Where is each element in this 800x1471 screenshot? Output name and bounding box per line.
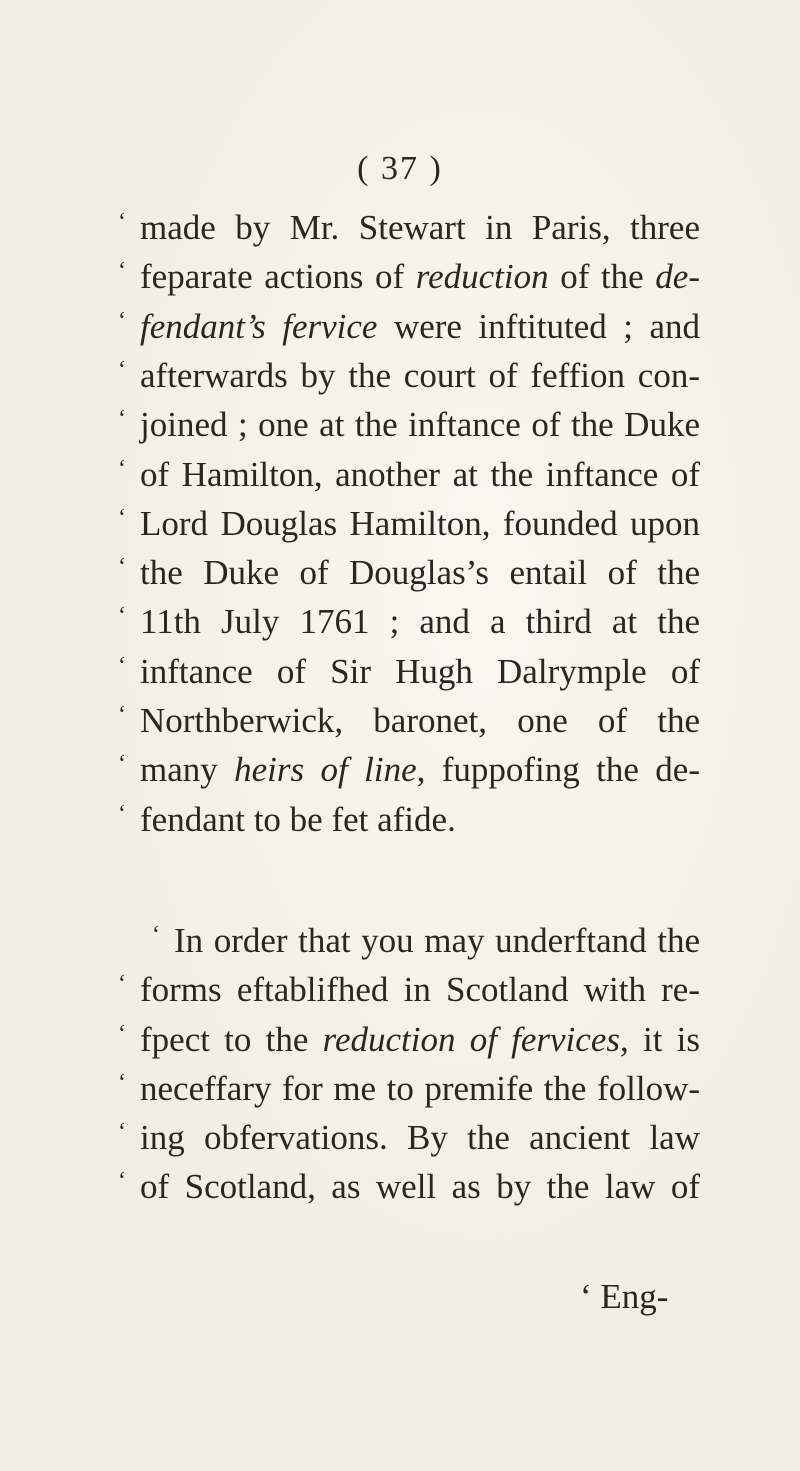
text-line — [118, 960, 700, 1014]
text-segment: forms eftablifhed in Scotland with re- — [140, 970, 700, 1010]
quote-mark: ‘ — [118, 800, 126, 827]
quote-mark: ‘ — [118, 307, 126, 334]
text-line — [118, 1010, 700, 1064]
italic-text: de- — [655, 257, 700, 297]
text-line — [118, 691, 700, 745]
text-segment: joined ; one at the inftance of the Duke — [140, 405, 700, 445]
quote-mark: ‘ — [118, 603, 126, 630]
quote-mark: ‘ — [118, 455, 126, 482]
quote-mark: ‘ — [118, 1020, 126, 1047]
text-segment: neceffary for me to premife the follow- — [140, 1068, 700, 1108]
text-segment: the Duke of Douglas’s entail of the — [140, 553, 700, 593]
text-segment: of Hamilton, another at the inftance of — [140, 454, 700, 494]
text-line — [118, 198, 700, 252]
quote-mark: ‘ — [118, 258, 126, 285]
text-segment: 11th July 1761 ; and a third at the — [140, 602, 700, 642]
quote-mark: ‘ — [118, 406, 126, 433]
quote-mark: ‘ — [118, 1168, 126, 1195]
text-line — [118, 395, 700, 449]
quote-mark: ‘ — [118, 652, 126, 679]
text-segment: many — [140, 750, 235, 790]
text-segment: ing obfervations. By the ancient law — [140, 1118, 700, 1158]
italic-text: heirs of line — [234, 750, 417, 790]
text-segment: of Scotland, as well as by the law of — [140, 1167, 700, 1207]
quote-mark: ‘ — [118, 702, 126, 728]
quote-mark: ‘ — [118, 971, 126, 998]
italic-text: reduction of fervices — [322, 1019, 620, 1059]
italic-text: fendant’s fervice — [140, 306, 378, 346]
text-line — [118, 740, 700, 794]
text-segment: fendant to be fet afide. — [140, 799, 456, 839]
text-segment: afterwards by the court of feffion con- — [140, 355, 700, 395]
text-line — [118, 1157, 700, 1211]
text-line — [118, 346, 700, 400]
text-line — [118, 297, 700, 351]
text-segment: Lord Douglas Hamilton, founded upon — [140, 503, 700, 543]
text-segment: inftance of Sir Hugh Dalrymple of — [140, 651, 700, 691]
quote-mark: ‘ — [152, 921, 160, 948]
text-line — [118, 592, 700, 646]
quote-mark: ‘ — [118, 1069, 126, 1096]
text-line — [118, 790, 700, 844]
text-segment: , fuppofing the de- — [416, 750, 700, 790]
quote-mark: ‘ — [118, 751, 126, 778]
quote-mark: ‘ — [118, 554, 126, 581]
italic-text: reduction — [415, 257, 549, 297]
text-line — [118, 445, 700, 499]
text-segment: feparate actions of — [140, 257, 416, 297]
catchword: ‘ Eng- — [580, 1277, 669, 1316]
text-segment: Northberwick, baronet, one of the — [140, 701, 700, 740]
page-number: ( 37 ) — [357, 150, 443, 187]
text-segment: In order that you may underftand the — [174, 920, 700, 960]
text-segment: fpect to the — [140, 1019, 323, 1059]
text-line — [118, 543, 700, 597]
quote-mark: ‘ — [118, 356, 126, 383]
quote-mark: ‘ — [118, 504, 126, 531]
text-segment: made by Mr. Stewart in Paris, three — [140, 208, 700, 247]
text-segment: were inftituted ; and — [377, 306, 700, 346]
quote-mark: ‘ — [118, 209, 126, 235]
text-line — [140, 911, 700, 965]
quote-mark: ‘ — [118, 1119, 126, 1146]
text-line — [118, 247, 700, 301]
text-segment: , it is — [619, 1019, 700, 1059]
text-line — [118, 494, 700, 548]
text-segment: of the — [548, 257, 656, 297]
text-line — [118, 1059, 700, 1113]
text-line — [118, 1108, 700, 1162]
text-line — [118, 642, 700, 696]
